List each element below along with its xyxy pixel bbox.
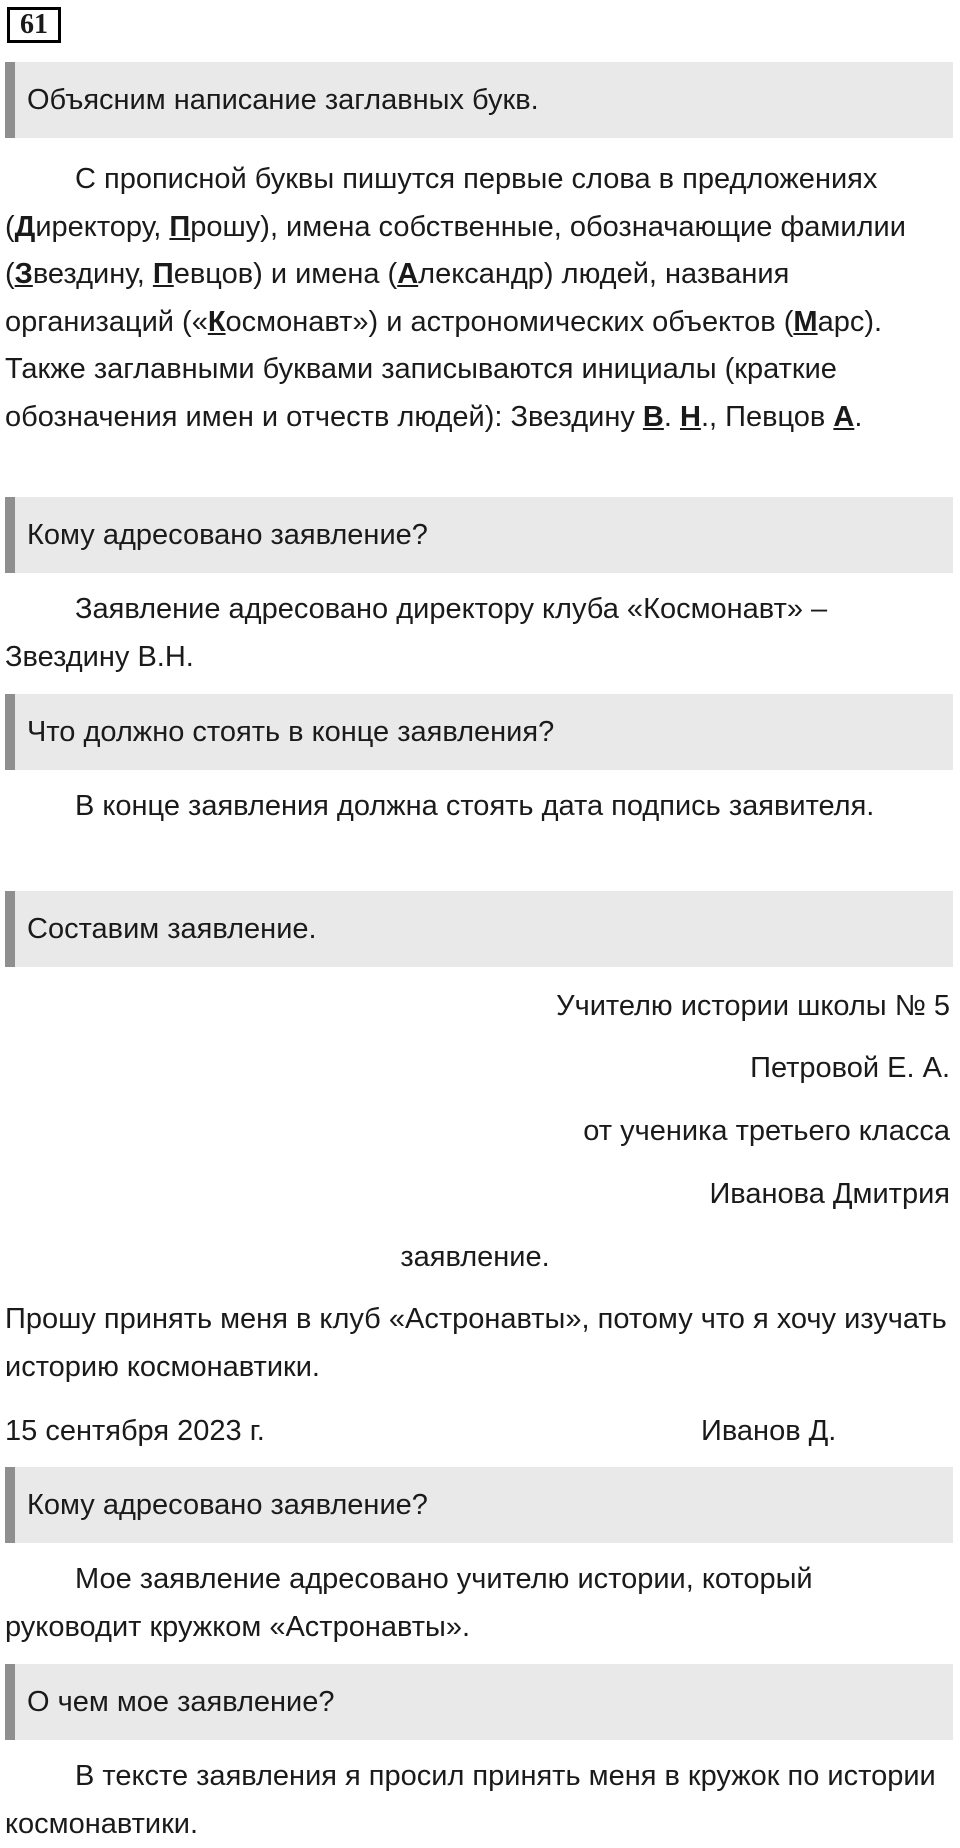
question-addressee: Кому адресовано заявление? (5, 497, 953, 573)
exercise-number: 61 (7, 7, 61, 43)
statement-from-line2: Иванова Дмитрия (709, 1178, 950, 1210)
statement-date: 15 сентября 2023 г. (5, 1415, 265, 1447)
statement-title: заявление. (400, 1241, 550, 1273)
question-end-of-statement: Что должно стоять в конце заявления? (5, 694, 953, 770)
answer-end-of-statement: В конце заявления должна стоять дата подпись заявителя. (75, 790, 875, 822)
question-capital-letters: Объясним написание заглавных букв. (5, 62, 953, 138)
answer-my-addressee: Мое заявление адресовано учителю истории, который руководит кружком «Астронавты». (5, 1563, 813, 1643)
statement-body: Прошу принять меня в клуб «Астронавты», потому что я хочу изучать историю космонавтики. (5, 1303, 947, 1383)
answer-addressee: Заявление адресовано директору клуба «Космонавт» – Звездину В.Н. (5, 593, 828, 673)
statement-to-line1: Учителю истории школы № 5 (556, 990, 950, 1022)
question-compose-statement: Составим заявление. (5, 891, 953, 967)
statement-to-line2: Петровой Е. А. (750, 1052, 950, 1084)
question-my-addressee: Кому адресовано заявление? (5, 1467, 953, 1543)
statement-from-line1: от ученика третьего класса (583, 1115, 950, 1147)
question-statement-about: О чем мое заявление? (5, 1664, 953, 1740)
answer-capital-letters: С прописной буквы пишутся первые слова в предложениях (Директору, Прошу), имена собственные, обозначающие фамилии (Звездину, Певцов) и имена (Александр) людей, названия организаций («Космонавт») и астрономических объектов (Марс). Также заглавными буквами записываются инициалы (краткие обозначения имен и отчеств людей): Звездину В. Н., Певцов А. (5, 163, 906, 433)
statement-signature: Иванов Д. (701, 1415, 837, 1447)
answer-statement-about: В тексте заявления я просил принять меня в кружок по истории космонавтики. (5, 1760, 936, 1840)
